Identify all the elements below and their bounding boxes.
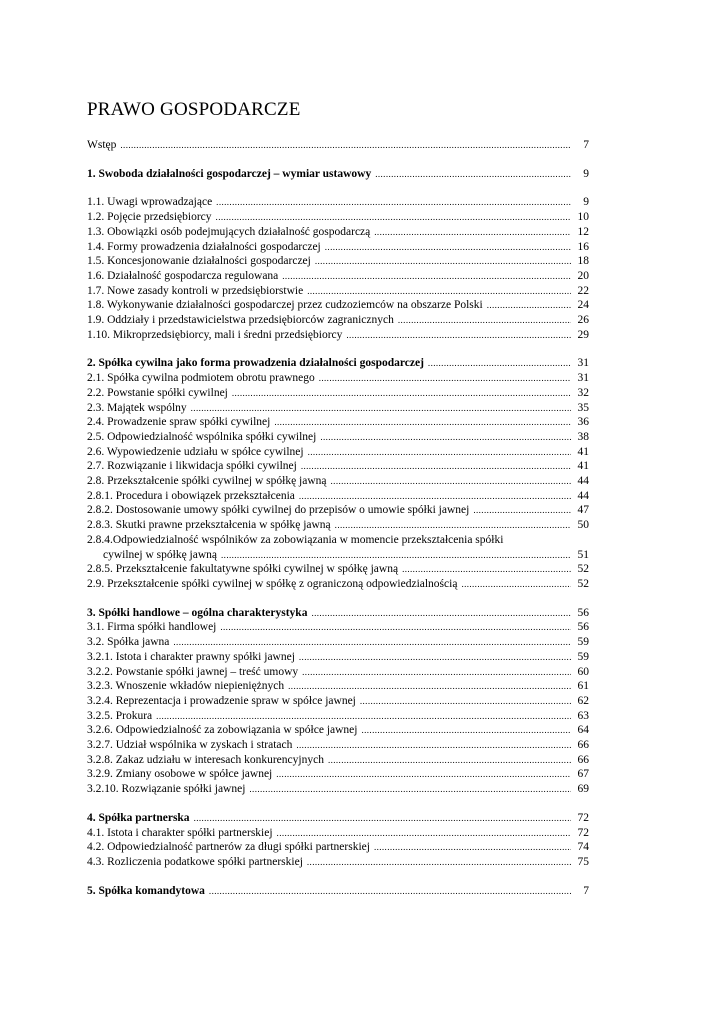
leader-dots — [209, 884, 571, 899]
toc-entry-label: 1.4. Formy prowadzenia działalności gospodarczej — [87, 240, 321, 253]
leader-dots — [374, 840, 571, 855]
toc-entry-page: 31 — [577, 372, 589, 385]
toc-entry-page: 56 — [577, 606, 589, 619]
leader-dots — [220, 620, 571, 635]
toc-entry-page: 9 — [583, 196, 589, 209]
toc-entry — [87, 709, 589, 724]
toc-entry — [87, 386, 589, 401]
toc-intro-group — [87, 138, 589, 153]
toc-entry-label: 2.8.5. Przekształcenie fakultatywne spółki cywilnej w spółkę jawną — [87, 563, 399, 576]
leader-dots — [307, 284, 571, 299]
toc-entry-page: 64 — [577, 724, 589, 737]
leader-dots — [461, 577, 571, 592]
toc-entry — [87, 650, 589, 665]
toc-entry-label: 3.2.1. Istota i charakter prawny spółki jawnej — [87, 650, 295, 663]
leader-dots — [173, 635, 571, 650]
toc-entry — [87, 620, 589, 635]
leader-dots — [335, 518, 571, 533]
leader-dots — [156, 709, 571, 724]
toc-entry — [87, 225, 589, 240]
toc-entry-page: 67 — [577, 768, 589, 781]
toc-chapter-heading — [87, 167, 589, 182]
leader-dots — [232, 386, 571, 401]
toc-entry-label: 2.8.1. Procedura i obowiązek przekształcenia — [87, 489, 295, 502]
toc-entry — [87, 767, 589, 782]
toc-entry-label-line2: cywilnej w spółkę jawną — [103, 548, 218, 561]
toc-entry — [87, 284, 589, 299]
leader-dots — [331, 474, 571, 489]
leader-dots — [315, 254, 571, 269]
toc-chapter-4-items — [87, 826, 589, 870]
toc-chapter-2 — [87, 356, 589, 591]
leader-dots — [361, 723, 571, 738]
toc-entry-label: Wstęp — [87, 139, 117, 151]
toc-entry — [87, 430, 589, 445]
toc-entry-label: 2.7. Rozwiązanie i likwidacja spółki cywilnej — [87, 460, 297, 473]
toc-entry-page: 24 — [577, 299, 589, 312]
toc-entry-page: 44 — [577, 475, 589, 488]
toc-entry-label: 3.2. Spółka jawna — [87, 636, 170, 649]
toc-entry-label: 1.6. Działalność gospodarcza regulowana — [87, 269, 279, 282]
toc-entry — [87, 738, 589, 753]
toc-entry-page: 66 — [577, 753, 589, 766]
leader-dots — [307, 855, 571, 870]
toc-entry-page: 44 — [577, 489, 589, 502]
toc-entry-label: 1. Swoboda działalności gospodarczej – wymiar ustawowy — [87, 167, 372, 180]
leader-dots — [296, 738, 571, 753]
toc-chapter-4 — [87, 811, 589, 870]
leader-dots — [221, 548, 571, 563]
toc-entry-page: 69 — [577, 783, 589, 796]
toc-entry-page: 50 — [577, 519, 589, 532]
toc-chapter-2-items — [87, 371, 589, 533]
toc-chapter-2-items-after — [87, 562, 589, 591]
toc-entry-page: 59 — [577, 636, 589, 649]
leader-dots — [428, 356, 571, 371]
leader-dots — [277, 826, 571, 841]
toc-entry-page: 61 — [577, 680, 589, 693]
toc-entry — [87, 562, 589, 577]
toc-entry-page: 74 — [577, 841, 589, 854]
toc-entry — [87, 782, 589, 797]
toc-entry-label: 2. Spółka cywilna jako forma prowadzenia działalności gospodarczej — [87, 357, 424, 370]
toc-entry — [87, 254, 589, 269]
toc-entry-page: 59 — [577, 650, 589, 663]
leader-dots — [374, 225, 571, 240]
toc-chapter-heading — [87, 884, 589, 899]
toc-entry-label: 3.1. Firma spółki handlowej — [87, 621, 217, 634]
toc-chapter-5 — [87, 884, 589, 899]
toc-entry-page: 10 — [577, 211, 589, 224]
leader-dots — [398, 313, 571, 328]
leader-dots — [216, 195, 571, 210]
toc-entry — [87, 679, 589, 694]
toc-entry — [87, 665, 589, 680]
leader-dots — [320, 430, 571, 445]
toc-entry — [87, 195, 589, 210]
leader-dots — [487, 298, 571, 313]
toc-entry-label: 4.3. Rozliczenia podatkowe spółki partnerskiej — [87, 855, 303, 868]
toc-entry-label: 2.3. Majątek wspólny — [87, 401, 187, 414]
toc-entry-page: 7 — [583, 139, 589, 151]
toc-entry-page: 41 — [577, 460, 589, 473]
toc-entry-page: 31 — [577, 357, 589, 370]
toc-entry — [87, 518, 589, 533]
leader-dots — [299, 489, 571, 504]
leader-dots — [276, 767, 571, 782]
toc-entry-label: 3.2.8. Zakaz udziału w interesach konkurencyjnych — [87, 753, 324, 766]
toc-entry-page: 18 — [577, 255, 589, 268]
leader-dots — [282, 269, 571, 284]
leader-dots — [325, 240, 571, 255]
leader-dots — [216, 210, 571, 225]
toc-entry-label: 3.2.3. Wnoszenie wkładów niepieniężnych — [87, 680, 285, 693]
toc-entry-page: 52 — [577, 577, 589, 590]
toc-entry-page: 36 — [577, 416, 589, 429]
toc-chapter-1 — [87, 167, 589, 182]
toc-entry-page: 35 — [577, 401, 589, 414]
table-of-contents — [87, 138, 589, 898]
toc-entry-page: 29 — [577, 328, 589, 341]
toc-entry-label: 4.2. Odpowiedzialność partnerów za długi spółki partnerskiej — [87, 841, 370, 854]
toc-chapter-1-items — [87, 195, 589, 342]
toc-entry-page: 9 — [583, 167, 589, 180]
toc-entry-label: 3.2.2. Powstanie spółki jawnej – treść umowy — [87, 665, 299, 678]
toc-chapter-heading — [87, 811, 589, 826]
toc-entry-page: 20 — [577, 269, 589, 282]
toc-entry — [87, 298, 589, 313]
toc-entry-label: 2.9. Przekształcenie spółki cywilnej w spółkę z ograniczoną odpowiedzialnością — [87, 577, 458, 590]
leader-dots — [249, 782, 571, 797]
toc-chapter-heading — [87, 606, 589, 621]
toc-entry-label: 1.9. Oddziały i przedstawicielstwa przedsiębiorców zagranicznych — [87, 314, 394, 327]
leader-dots — [375, 167, 571, 182]
toc-entry-label: 2.1. Spółka cywilna podmiotem obrotu prawnego — [87, 372, 315, 385]
toc-entry — [87, 313, 589, 328]
toc-entry — [87, 269, 589, 284]
leader-dots — [328, 753, 571, 768]
toc-entry-label: 2.8. Przekształcenie spółki cywilnej w spółkę jawną — [87, 475, 327, 488]
toc-entry — [87, 503, 589, 518]
toc-entry-page: 32 — [577, 386, 589, 399]
leader-dots — [301, 459, 571, 474]
toc-entry-label: 3.2.6. Odpowiedzialność za zobowiązania w spółce jawnej — [87, 724, 358, 737]
toc-chapter-heading — [87, 356, 589, 371]
toc-entry-label: 3.2.4. Reprezentacja i prowadzenie spraw w spółce jawnej — [87, 694, 356, 707]
toc-entry-page: 62 — [577, 694, 589, 707]
toc-entry-label: 1.3. Obowiązki osób podejmujących działalność gospodarczą — [87, 225, 371, 238]
toc-entry-label: 2.2. Powstanie spółki cywilnej — [87, 386, 228, 399]
toc-entry-page: 26 — [577, 314, 589, 327]
toc-entry-label: 2.8.3. Skutki prawne przekształcenia w spółkę jawną — [87, 519, 331, 532]
leader-dots — [311, 606, 571, 621]
leader-dots — [473, 503, 571, 518]
document-title: PRAWO GOSPODARCZE — [87, 99, 301, 120]
toc-entry-page: 56 — [577, 621, 589, 634]
leader-dots — [120, 138, 571, 153]
toc-entry — [87, 240, 589, 255]
toc-entry-page: 75 — [577, 855, 589, 868]
toc-entry-page: 63 — [577, 709, 589, 722]
toc-chapter-3 — [87, 606, 589, 797]
toc-entry-label: 2.6. Wypowiedzenie udziału w spółce cywilnej — [87, 445, 304, 458]
toc-entry-page: 22 — [577, 284, 589, 297]
toc-entry-label: 5. Spółka komandytowa — [87, 884, 205, 897]
leader-dots — [302, 665, 571, 680]
toc-entry-page: 41 — [577, 445, 589, 458]
toc-entry-page: 7 — [583, 884, 589, 897]
toc-entry — [87, 723, 589, 738]
toc-entry-label: 2.5. Odpowiedzialność wspólnika spółki cywilnej — [87, 430, 317, 443]
toc-entry — [87, 840, 589, 855]
toc-entry-page: 52 — [577, 563, 589, 576]
toc-entry — [87, 474, 589, 489]
toc-entry — [87, 371, 589, 386]
toc-entry-page: 72 — [577, 811, 589, 824]
toc-entry-multiline — [87, 533, 589, 562]
toc-entry-label: 3.2.7. Udział wspólnika w zyskach i stratach — [87, 739, 293, 752]
toc-entry-label: 2.4. Prowadzenie spraw spółki cywilnej — [87, 416, 271, 429]
toc-entry-intro — [87, 138, 589, 153]
leader-dots — [274, 415, 571, 430]
toc-entry-label: 3. Spółki handlowe – ogólna charakterystyka — [87, 606, 308, 619]
toc-entry — [87, 489, 589, 504]
document-page — [87, 98, 589, 912]
toc-entry-label: 1.8. Wykonywanie działalności gospodarczej przez cudzoziemców na obszarze Polski — [87, 299, 483, 312]
toc-chapter-3-items — [87, 620, 589, 796]
toc-entry — [87, 577, 589, 592]
leader-dots — [319, 371, 571, 386]
toc-entry-label: 1.2. Pojęcie przedsiębiorcy — [87, 211, 212, 224]
toc-entry — [87, 328, 589, 343]
toc-entry-label: 1.5. Koncesjonowanie działalności gospodarczej — [87, 255, 311, 268]
toc-entry-label: 1.1. Uwagi wprowadzające — [87, 196, 213, 209]
toc-entry-label: 3.2.5. Prokura — [87, 709, 153, 722]
leader-dots — [194, 811, 571, 826]
toc-entry-label: 4. Spółka partnerska — [87, 811, 190, 824]
leader-dots — [308, 445, 571, 460]
toc-entry-label: 3.2.9. Zmiany osobowe w spółce jawnej — [87, 768, 273, 781]
toc-entry-page: 47 — [577, 504, 589, 517]
toc-entry-page: 12 — [577, 225, 589, 238]
toc-entry-label: 1.7. Nowe zasady kontroli w przedsiębiorstwie — [87, 284, 304, 297]
toc-entry-label: 3.2.10. Rozwiązanie spółki jawnej — [87, 783, 246, 796]
leader-dots — [402, 562, 571, 577]
toc-entry — [87, 635, 589, 650]
toc-entry-label: 2.8.2. Dostosowanie umowy spółki cywilnej do przepisów o umowie spółki jawnej — [87, 504, 470, 517]
toc-entry-page: 60 — [577, 665, 589, 678]
leader-dots — [360, 694, 571, 709]
leader-dots — [288, 679, 571, 694]
toc-entry-page: 16 — [577, 240, 589, 253]
toc-entry-page: 72 — [577, 826, 589, 839]
toc-entry — [87, 694, 589, 709]
toc-entry — [87, 415, 589, 430]
toc-entry — [87, 753, 589, 768]
leader-dots — [191, 401, 571, 416]
toc-entry — [87, 826, 589, 841]
toc-entry — [87, 855, 589, 870]
toc-entry-label-line1: 2.8.4.Odpowiedzialność wspólników za zobowiązania w momencie przekształcenia spółki — [87, 533, 504, 546]
toc-entry — [87, 210, 589, 225]
toc-entry — [87, 459, 589, 474]
toc-entry-line2 — [87, 548, 589, 563]
toc-entry — [87, 445, 589, 460]
leader-dots — [299, 650, 571, 665]
toc-entry-page: 38 — [577, 430, 589, 443]
leader-dots — [346, 328, 571, 343]
toc-entry-page: 51 — [577, 548, 589, 561]
toc-entry — [87, 401, 589, 416]
toc-entry-label: 1.10. Mikroprzedsiębiorcy, mali i średni przedsiębiorcy — [87, 328, 343, 341]
toc-entry-page: 66 — [577, 739, 589, 752]
toc-entry-label: 4.1. Istota i charakter spółki partnerskiej — [87, 826, 273, 839]
